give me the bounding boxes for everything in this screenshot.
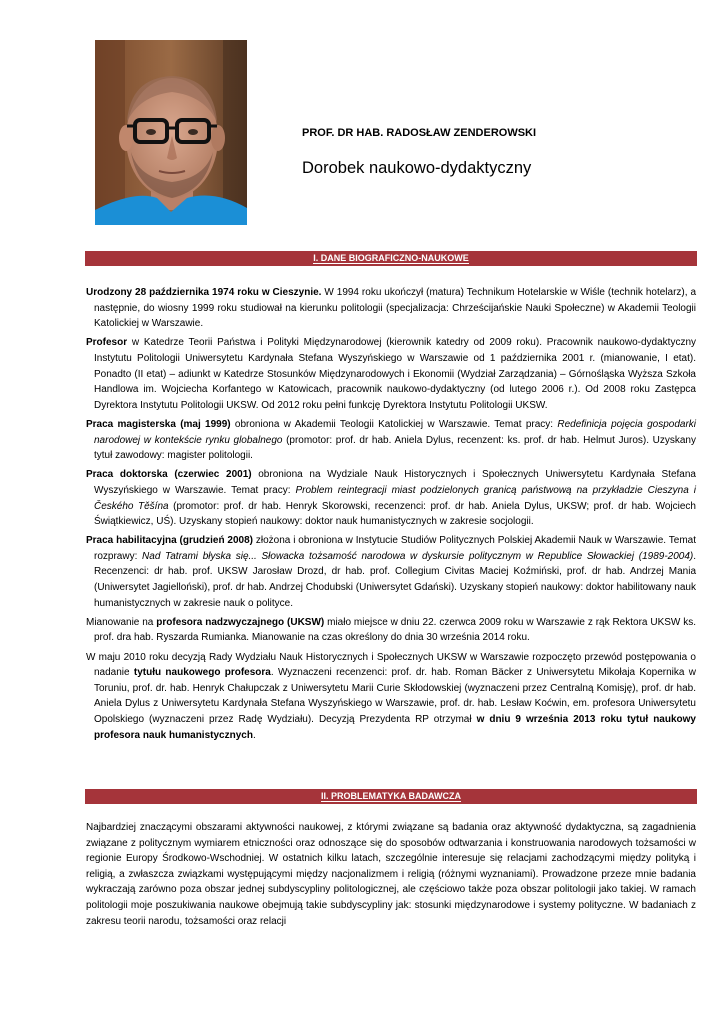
research-paragraph: Najbardziej znaczącymi obszarami aktywności naukowej, z którymi związane są badania oraz aktywność dydaktyczna, są zagadnienia związane z politycznym wymiarem etniczności oraz odnoszące się do sposobów odtwarzania i konstruowania narodowych tożsamości w regionie Europy Środkowo-Wschodniej. W ostatnich kilku latach, szczególnie interesuje się relacjami zachodzącymi między polityką i religią, a zwłaszcza związkami występującymi między nacjonalizmem i religią (różnymi wyznaniami). Prowadzone przeze mnie badania wykraczają zarówno poza obszar jednej subdyscypliny politologicznej, ale częściowo także poza obszar politologii jako takiej. W ramach politologii moje poszukiwania naukowe obejmują takie subdyscypliny jak: stosunki międzynarodowe i systemy polityczne. W badaniach z zakresu teorii narodu, tożsamości oraz relacji [86,822,696,927]
bio-paragraph-doctorate: Praca doktorska (czerwiec 2001) obroniona na Wydziale Nauk Historycznych i Społecznych Uniwersytetu Kardynała Stefana Wyszyńskiego w Warszawie. Temat pracy: Problem reintegracji miast podzielonych granicą państwową na przykładzie Cieszyna i Českého Těšína (promotor: prof. dr hab. Henryk Skorowski, recenzenci: prof. dr hab. Aniela Dylus, UKSW; prof. dr hab. Wojciech Świątkiewicz, UŚ). Uzyskany stopień naukowy: doktor nauk humanistycznych w zakresie socjologii. [86,469,696,528]
bio-paragraph-professorship: W maju 2010 roku decyzją Rady Wydziału Nauk Historycznych i Społecznych UKSW w Warszawie rozpoczęto przewód postępowania o nadanie tytułu naukowego profesora. Wyznaczeni recenzenci: prof. dr. hab. Roman Bäcker z Uniwersytetu Mikołaja Kopernika w Toruniu, prof. dr. hab. Henryk Chałupczak z Uniwersytetu Marii Curie Skłodowskiej (wyznaczeni przez Centralną Komisję), prof. dr hab. Aniela Dylus z Uniwersytetu Kardynała Stefana Wyszyńskiego w Warszawie, prof. dr. hab. Lesław Koćwin, em. profesora Uniwersytetu Opolskiego (wyznaczeni przez Radę Wydziału). Decyzją Prezydenta RP otrzymał w dniu 9 września 2013 roku tytuł naukowy profesora nauk humanistycznych. [86,651,696,741]
page-title: Dorobek naukowo-dydaktyczny [302,159,532,177]
bio-paragraph-position: Profesor w Katedrze Teorii Państwa i Polityki Międzynarodowej (kierownik katedry od 2009 roku). Pracownik naukowo-dydaktyczny Instytutu Politologii Uniwersytetu Kardynała Stefana Wyszyńskiego w Warszawie od 1 października 2001 r. (mianowanie, I etat). Ponadto (II etat) – adiunkt w Katedrze Stosunków Międzynarodowych i Ekonomii (Wydział Zarządzania) – Górnośląska Wyższa Szkoła Handlowa im. Wojciecha Korfantego w Katowicach, pracownik naukowo-dydaktyczny (od lutego 2006 r.). Od 2008 roku Zastępca Dyrektora Instytutu Politologii UKSW. Od 2012 roku pełni funkcję Dyrektora Instytutu Politologii UKSW. [86,337,696,411]
section-heading-1 [85,251,697,266]
bio-paragraph-birth: Urodzony 28 października 1974 roku w Cieszynie. W 1994 roku ukończył (matura) Technikum Hotelarskie w Wiśle (technik hotelarz), a następnie, do wiosny 1999 roku studiował na kierunku politologii (specjalizacja: Chrześcijańskie Nauki Społeczne) w Akademii Teologii Katolickiej w Warszawie. [86,287,697,330]
bio-paragraph-masters: Praca magisterska (maj 1999) obroniona w Akademii Teologii Katolickiej w Warszawie. Temat pracy: Redefinicja pojęcia gospodarki narodowej w kontekście rynku globalnego (promotor: prof. dr hab. Aniela Dylus, recenzent: ks. prof. dr hab. Helmut Juros). Uzyskany tytuł zawodowy: magister politologii. [86,418,697,462]
author-name: PROF. DR HAB. RADOSŁAW ZENDEROWSKI [302,127,537,139]
bio-paragraph-habilitation: Praca habilitacyjna (grudzień 2008) złożona i obroniona w Instytucie Studiów Politycznych Polskiej Akademii Nauk w Warszawie. Temat rozprawy: Nad Tatrami błyska się... Słowacka tożsamość narodowa w dyskursie politycznym w Republice Słowackiej (1989-2004). Recenzenci: dr hab. prof. UKSW Jarosław Drozd, dr hab. prof. Collegium Civitas Maciej Koźmiński, prof. dr hab. Andrzej Mania (Uniwersytet Jagielloński), prof. dr hab. Andrzej Chodubski (Uniwersytet Gdański). Uzyskany stopień naukowy: doktor habilitowany nauk humanistycznych w zakresie nauk o polityce. [86,535,697,609]
section-heading-2 [85,789,697,804]
portrait-photo [95,40,247,225]
biography-section [86,285,696,747]
section-heading-2-label: II. PROBLEMATYKA BADAWCZA [321,791,461,801]
bio-paragraph-appointment: Mianowanie na profesora nadzwyczajnego (UKSW) miało miejsce w dniu 22. czerwca 2009 roku w Warszawie z rąk Rektora UKSW ks. prof. dra hab. Ryszarda Rumianka. Mianowanie na czas określony do dnia 30 września 2014 roku. [86,616,696,644]
section-heading-1-label: I. DANE BIOGRAFICZNO-NAUKOWE [313,253,469,263]
